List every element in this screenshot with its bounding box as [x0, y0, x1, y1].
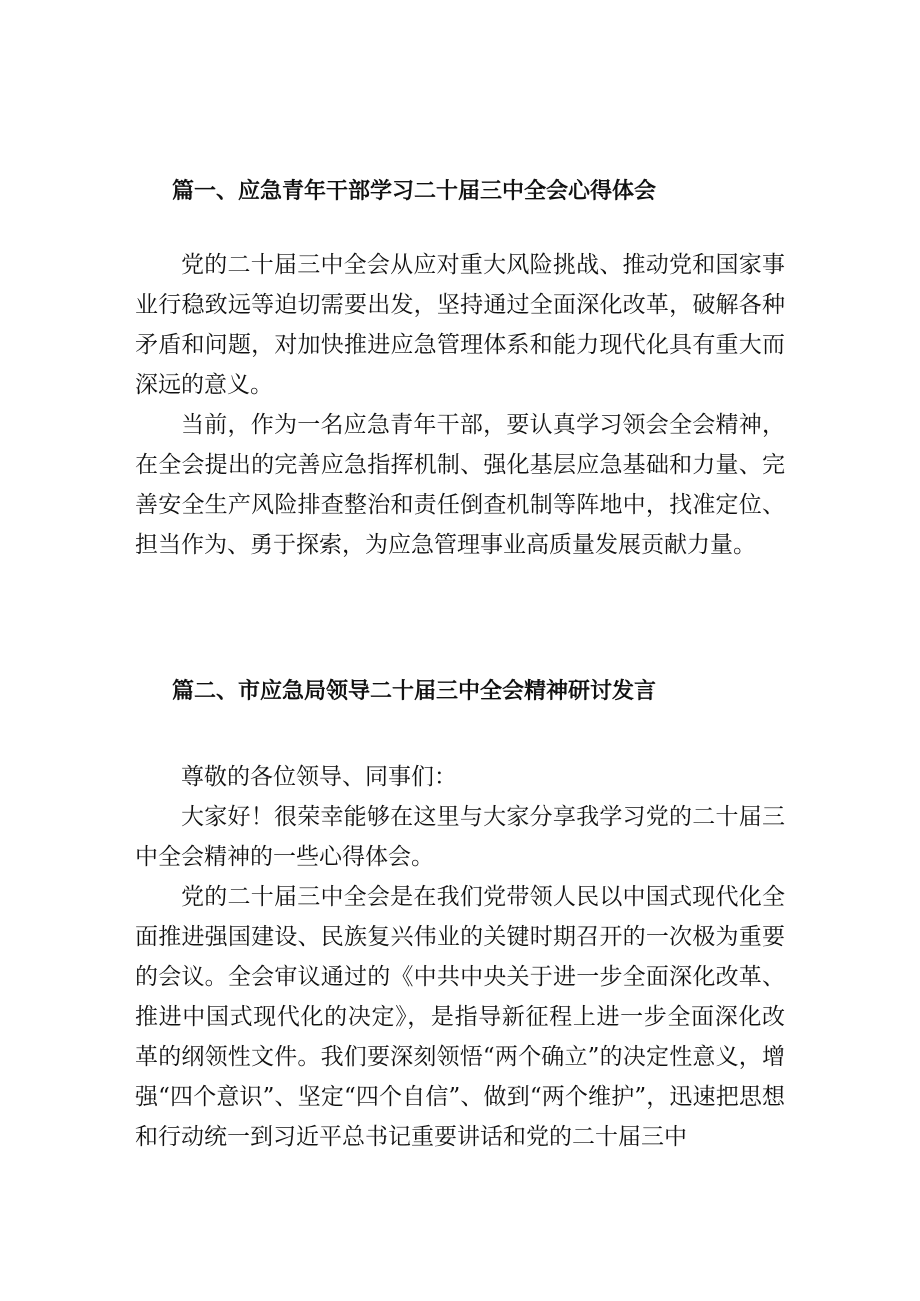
section1-body — [135, 245, 785, 565]
section2-body — [135, 757, 785, 1157]
section2-paragraph-2: 党的二十届三中全会是在我们党带领人民以中国式现代化全面推进强国建设、民族复兴伟业的关键时期召开的一次极为重要的会议。全会审议通过的《中共中央关于进一步全面深化改革、推进中国式现代化的决定》，是指导新征程上进一步全面深化改革的纲领性文件。我们要深刻领悟“两个确立”的决定性意义，增强“四个意识”、坚定“四个自信”、做到“两个维护”，迅速把思想和行动统一到习近平总书记重要讲话和党的二十届三中 — [135, 884, 785, 1150]
section1-title: 篇一、应急青年干部学习二十届三中全会心得体会 — [172, 179, 657, 204]
section2-title: 篇二、市应急局领导二十届三中全会精神研讨发言 — [172, 679, 657, 704]
section2-salutation: 尊敬的各位领导、同事们： — [181, 764, 457, 790]
section2-paragraph-1: 大家好！很荣幸能够在这里与大家分享我学习党的二十届三中全会精神的一些心得体会。 — [135, 804, 785, 870]
section1-paragraph-1: 党的二十届三中全会从应对重大风险挑战、推动党和国家事业行稳致远等迫切需要出发，坚持通过全面深化改革，破解各种矛盾和问题，对加快推进应急管理体系和能力现代化具有重大而深远的意义。 — [135, 252, 785, 398]
section1-paragraph-2: 当前，作为一名应急青年干部，要认真学习领会全会精神，在全会提出的完善应急指挥机制、强化基层应急基础和力量、完善安全生产风险排查整治和责任倒查机制等阵地中，找准定位、担当作为、勇于探索，为应急管理事业高质量发展贡献力量。 — [135, 412, 785, 558]
